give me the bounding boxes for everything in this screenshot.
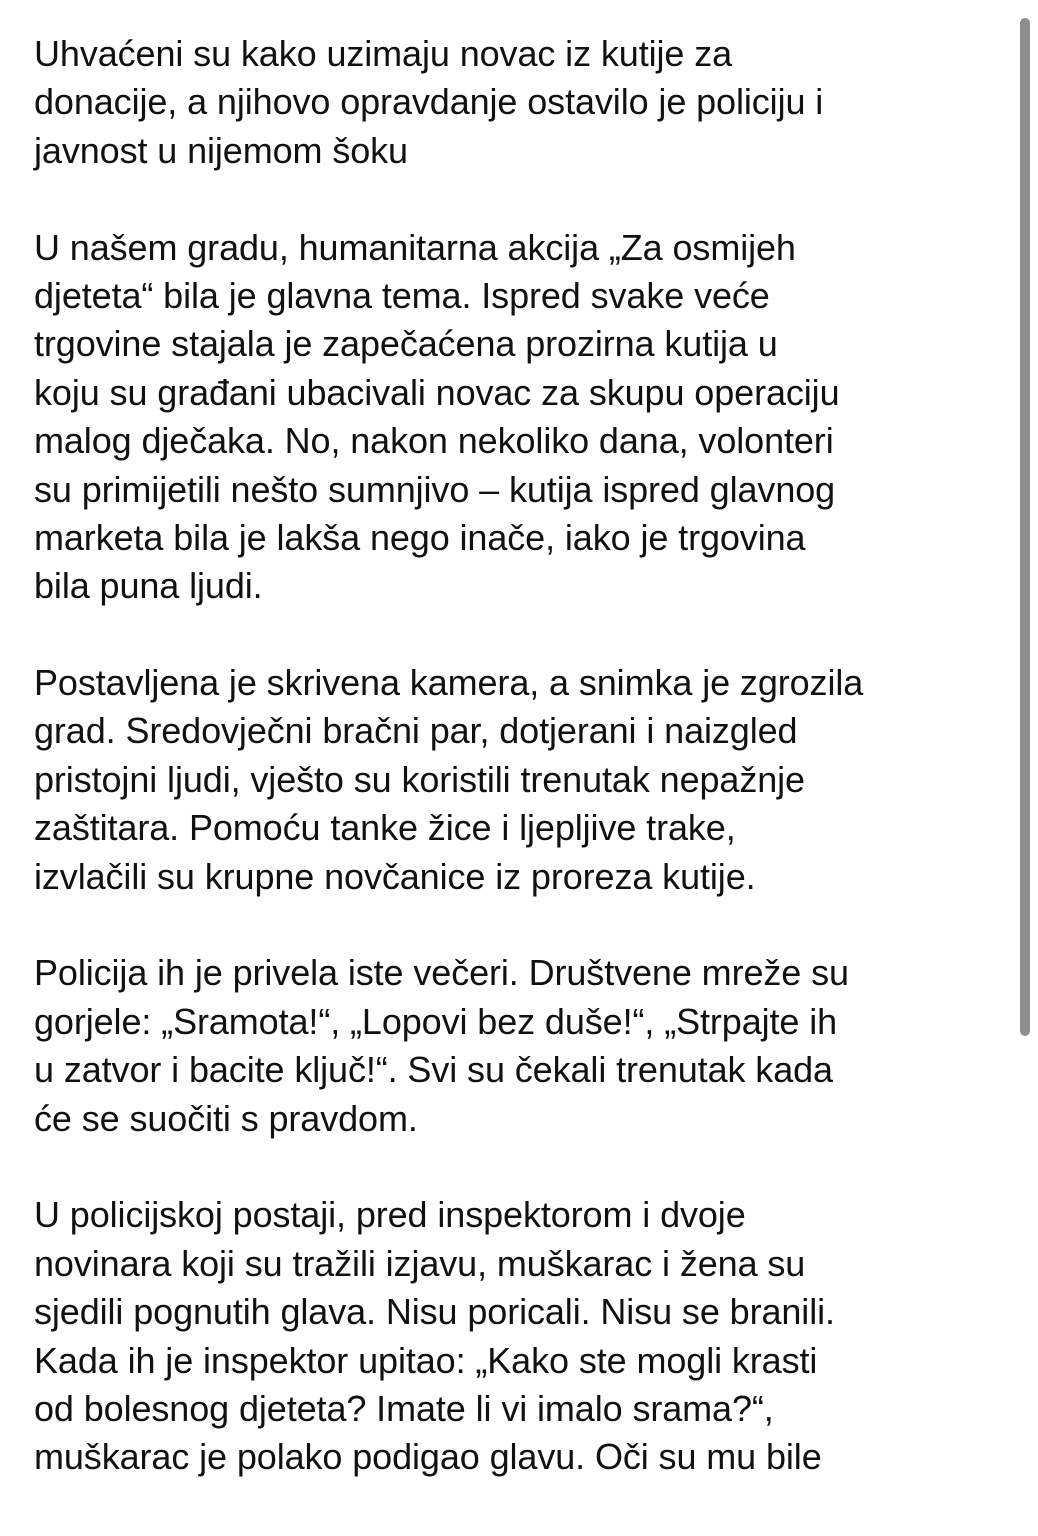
text-line: Postavljena je skrivena kamera, a snimka je zgrozila — [34, 662, 864, 704]
paragraph-3 — [34, 659, 1009, 901]
paragraph-gap — [34, 611, 1009, 659]
text-line: malog dječaka. No, nakon nekoliko dana, volonteri — [34, 420, 834, 462]
text-line: će se suočiti s pravdom. — [34, 1097, 418, 1139]
paragraph-gap — [34, 901, 1009, 949]
text-line: pristojni ljudi, vješto su koristili trenutak nepažnje — [34, 758, 805, 800]
text-line: muškarac je polako podigao glavu. Oči su mu bile — [34, 1436, 822, 1478]
text-line: sjedili pognutih glava. Nisu poricali. Nisu se branili. — [34, 1291, 835, 1333]
vertical-scrollbar-thumb[interactable] — [1020, 18, 1030, 1036]
paragraph-2 — [34, 224, 1009, 611]
text-line: Kada ih je inspektor upitao: „Kako ste mogli krasti — [34, 1339, 818, 1381]
text-line: trgovine stajala je zapečaćena prozirna kutija u — [34, 323, 778, 365]
text-line: U našem gradu, humanitarna akcija „Za osmijeh — [34, 226, 796, 268]
text-line: izvlačili su krupne novčanice iz proreza kutije. — [34, 855, 756, 897]
paragraph-4 — [34, 949, 1009, 1143]
text-line: u zatvor i bacite ključ!“. Svi su čekali trenutak kada — [34, 1049, 833, 1091]
text-line: Policija ih je privela iste večeri. Društvene mreže su — [34, 952, 849, 994]
text-line: donacije, a njihovo opravdanje ostavilo je policiju i — [34, 81, 824, 123]
paragraph-headline — [34, 30, 1009, 175]
text-line: javnost u nijemom šoku — [34, 129, 408, 171]
text-line: grad. Sredovječni bračni par, dotjerani i naizgled — [34, 710, 798, 752]
text-line: djeteta“ bila je glavna tema. Ispred svake veće — [34, 274, 770, 316]
text-line: Uhvaćeni su kako uzimaju novac iz kutije za — [34, 33, 733, 74]
text-line: bila puna ljudi. — [34, 565, 263, 607]
text-line: od bolesnog djeteta? Imate li vi imalo srama?“, — [34, 1387, 774, 1429]
post-text — [34, 30, 1009, 1482]
paragraph-5 — [34, 1191, 1009, 1481]
paragraph-gap — [34, 175, 1009, 223]
text-line: novinara koji su tražili izjavu, muškarac i žena su — [34, 1242, 806, 1284]
text-line: su primijetili nešto sumnjivo – kutija ispred glavnog — [34, 468, 836, 510]
text-line: zaštitara. Pomoću tanke žice i ljepljive trake, — [34, 807, 736, 849]
paragraph-gap — [34, 1143, 1009, 1191]
text-line: koju su građani ubacivali novac za skupu operaciju — [34, 371, 840, 413]
text-line: U policijskoj postaji, pred inspektorom i dvoje — [34, 1194, 746, 1236]
text-line: marketa bila je lakša nego inače, iako je trgovina — [34, 516, 806, 558]
text-line: gorjele: „Sramota!“, „Lopovi bez duše!“, „Strpajte ih — [34, 1000, 838, 1042]
